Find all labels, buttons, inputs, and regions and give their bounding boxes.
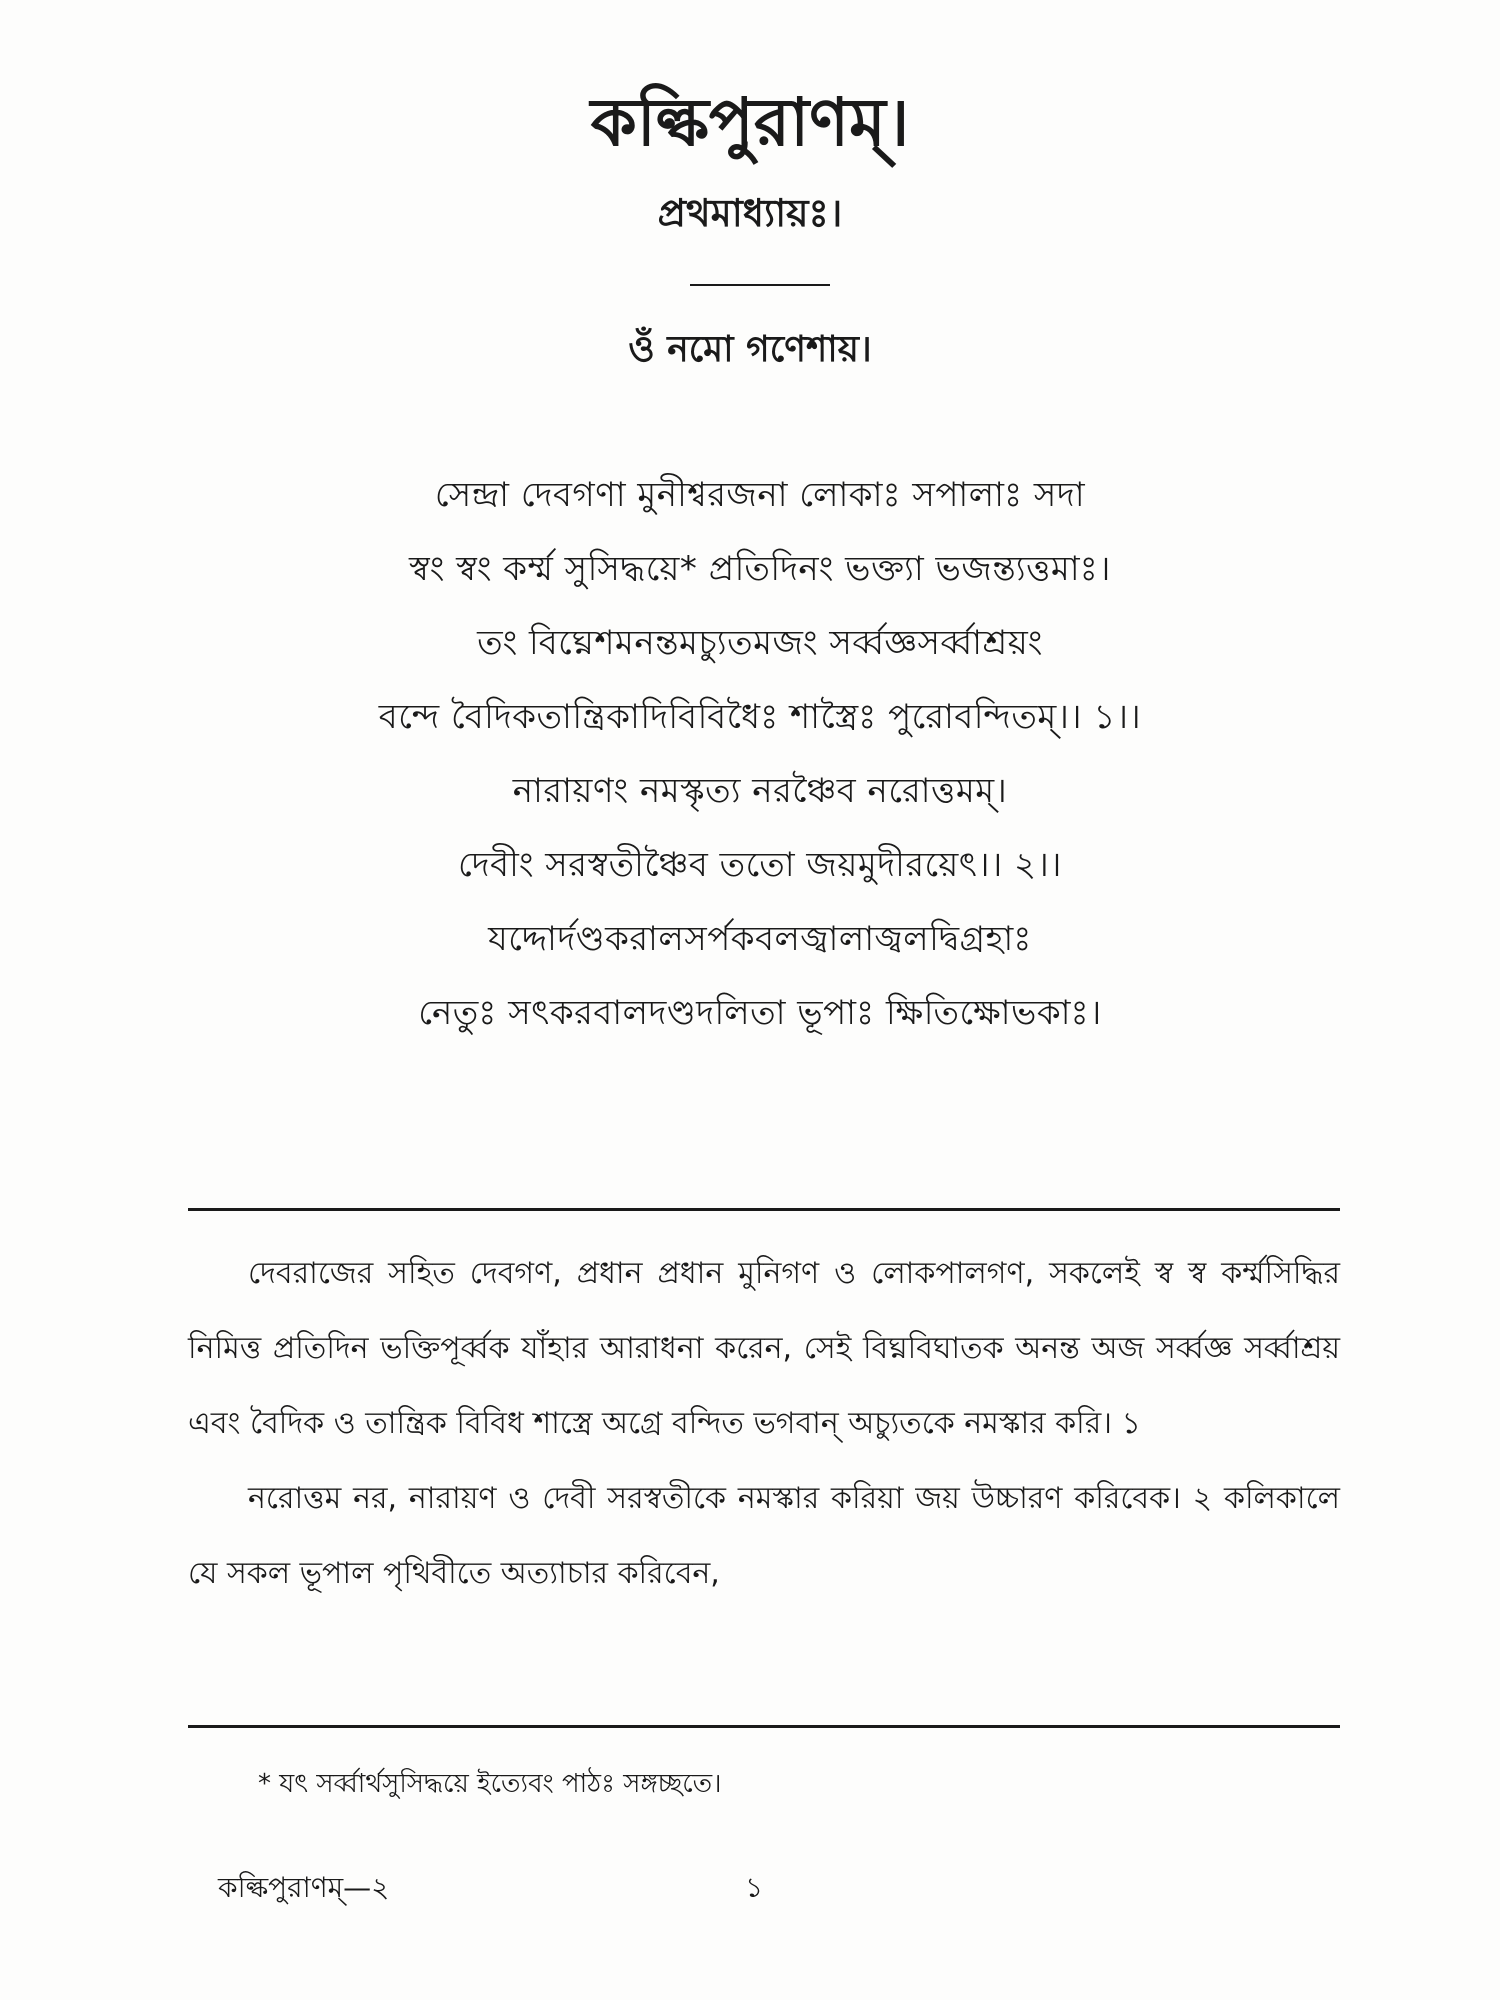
heading-divider [690,284,830,286]
verse-line: দেবীং সরস্বতীঞ্চৈব ততো জয়মুদীরয়েৎ।। ২।। [458,845,1062,885]
bengali-translation [188,1236,1340,1611]
book-signature: কল্কিপুরাণম্—২ [218,1871,390,1904]
translation-top-rule [188,1208,1340,1211]
page-title: কল্কিপুরাণম্। [590,84,910,161]
verse-line: বন্দে বৈদিকতান্ত্রিকাদিবিবিধৈঃ শাস্ত্রৈঃ পুরোবন্দিতম্।। ১।। [378,697,1142,737]
translation-paragraph: নরোত্তম নর, নারায়ণ ও দেবী সরস্বতীকে নমস্কার করিয়া জয় উচ্চারণ করিবেক। ২ কলিকালে যে সকল ভূপাল পৃথিবীতে অত্যাচার করিবেন, [188,1481,1340,1591]
chapter-heading: প্রথমাধ্যায়ঃ। [657,191,843,235]
page-number: ১ [745,1871,764,1904]
invocation-line: ওঁ নমো গণেশায়। [628,329,872,370]
verse-line: তং বিঘ্নেশমনন্তমচ্যুতমজং সর্ব্বজ্ঞসর্ব্বাশ্রয়ং [477,623,1043,663]
verse-line: যদ্দোর্দণ্ডকরালসর্পকবলজ্বালাজ্বলদ্বিগ্রহাঃ [488,919,1032,959]
sanskrit-verses [200,458,1320,1050]
footnote-rule [188,1725,1340,1728]
footnote: * যৎ সর্ব্বার্থসুসিদ্ধয়ে ইত্যেবং পাঠঃ সঙ্গচ্ছতে। [258,1769,722,1799]
verse-line: স্বং স্বং কর্ম্ম সুসিদ্ধয়ে* প্রতিদিনং ভক্ত্যা ভজন্ত্যত্তমাঃ। [409,549,1111,589]
translation-paragraph: দেবরাজের সহিত দেবগণ, প্রধান প্রধান মুনিগণ ও লোকপালগণ, সকলেই স্ব স্ব কর্ম্মসিদ্ধির নিমিত্ত প্রতিদিন ভক্তিপূর্ব্বক যাঁহার আরাধনা করেন, সেই বিঘ্নবিঘাতক অনন্ত অজ সর্ব্বজ্ঞ সর্ব্বাশ্রয় এবং বৈদিক ও তান্ত্রিক বিবিধ শাস্ত্রে অগ্রে বন্দিত ভগবান্ অচ্যুতকে নমস্কার করি। ১ [188,1256,1340,1441]
verse-line: নেতুঃ সৎকরবালদণ্ডদলিতা ভূপাঃ ক্ষিতিক্ষোভকাঃ। [418,993,1102,1033]
verse-line: নারায়ণং নমস্কৃত্য নরঞ্চৈব নরোত্তমম্। [512,771,1008,811]
verse-line: সেন্দ্রা দেবগণা মুনীশ্বরজনা লোকাঃ সপালাঃ সদা [434,475,1086,515]
